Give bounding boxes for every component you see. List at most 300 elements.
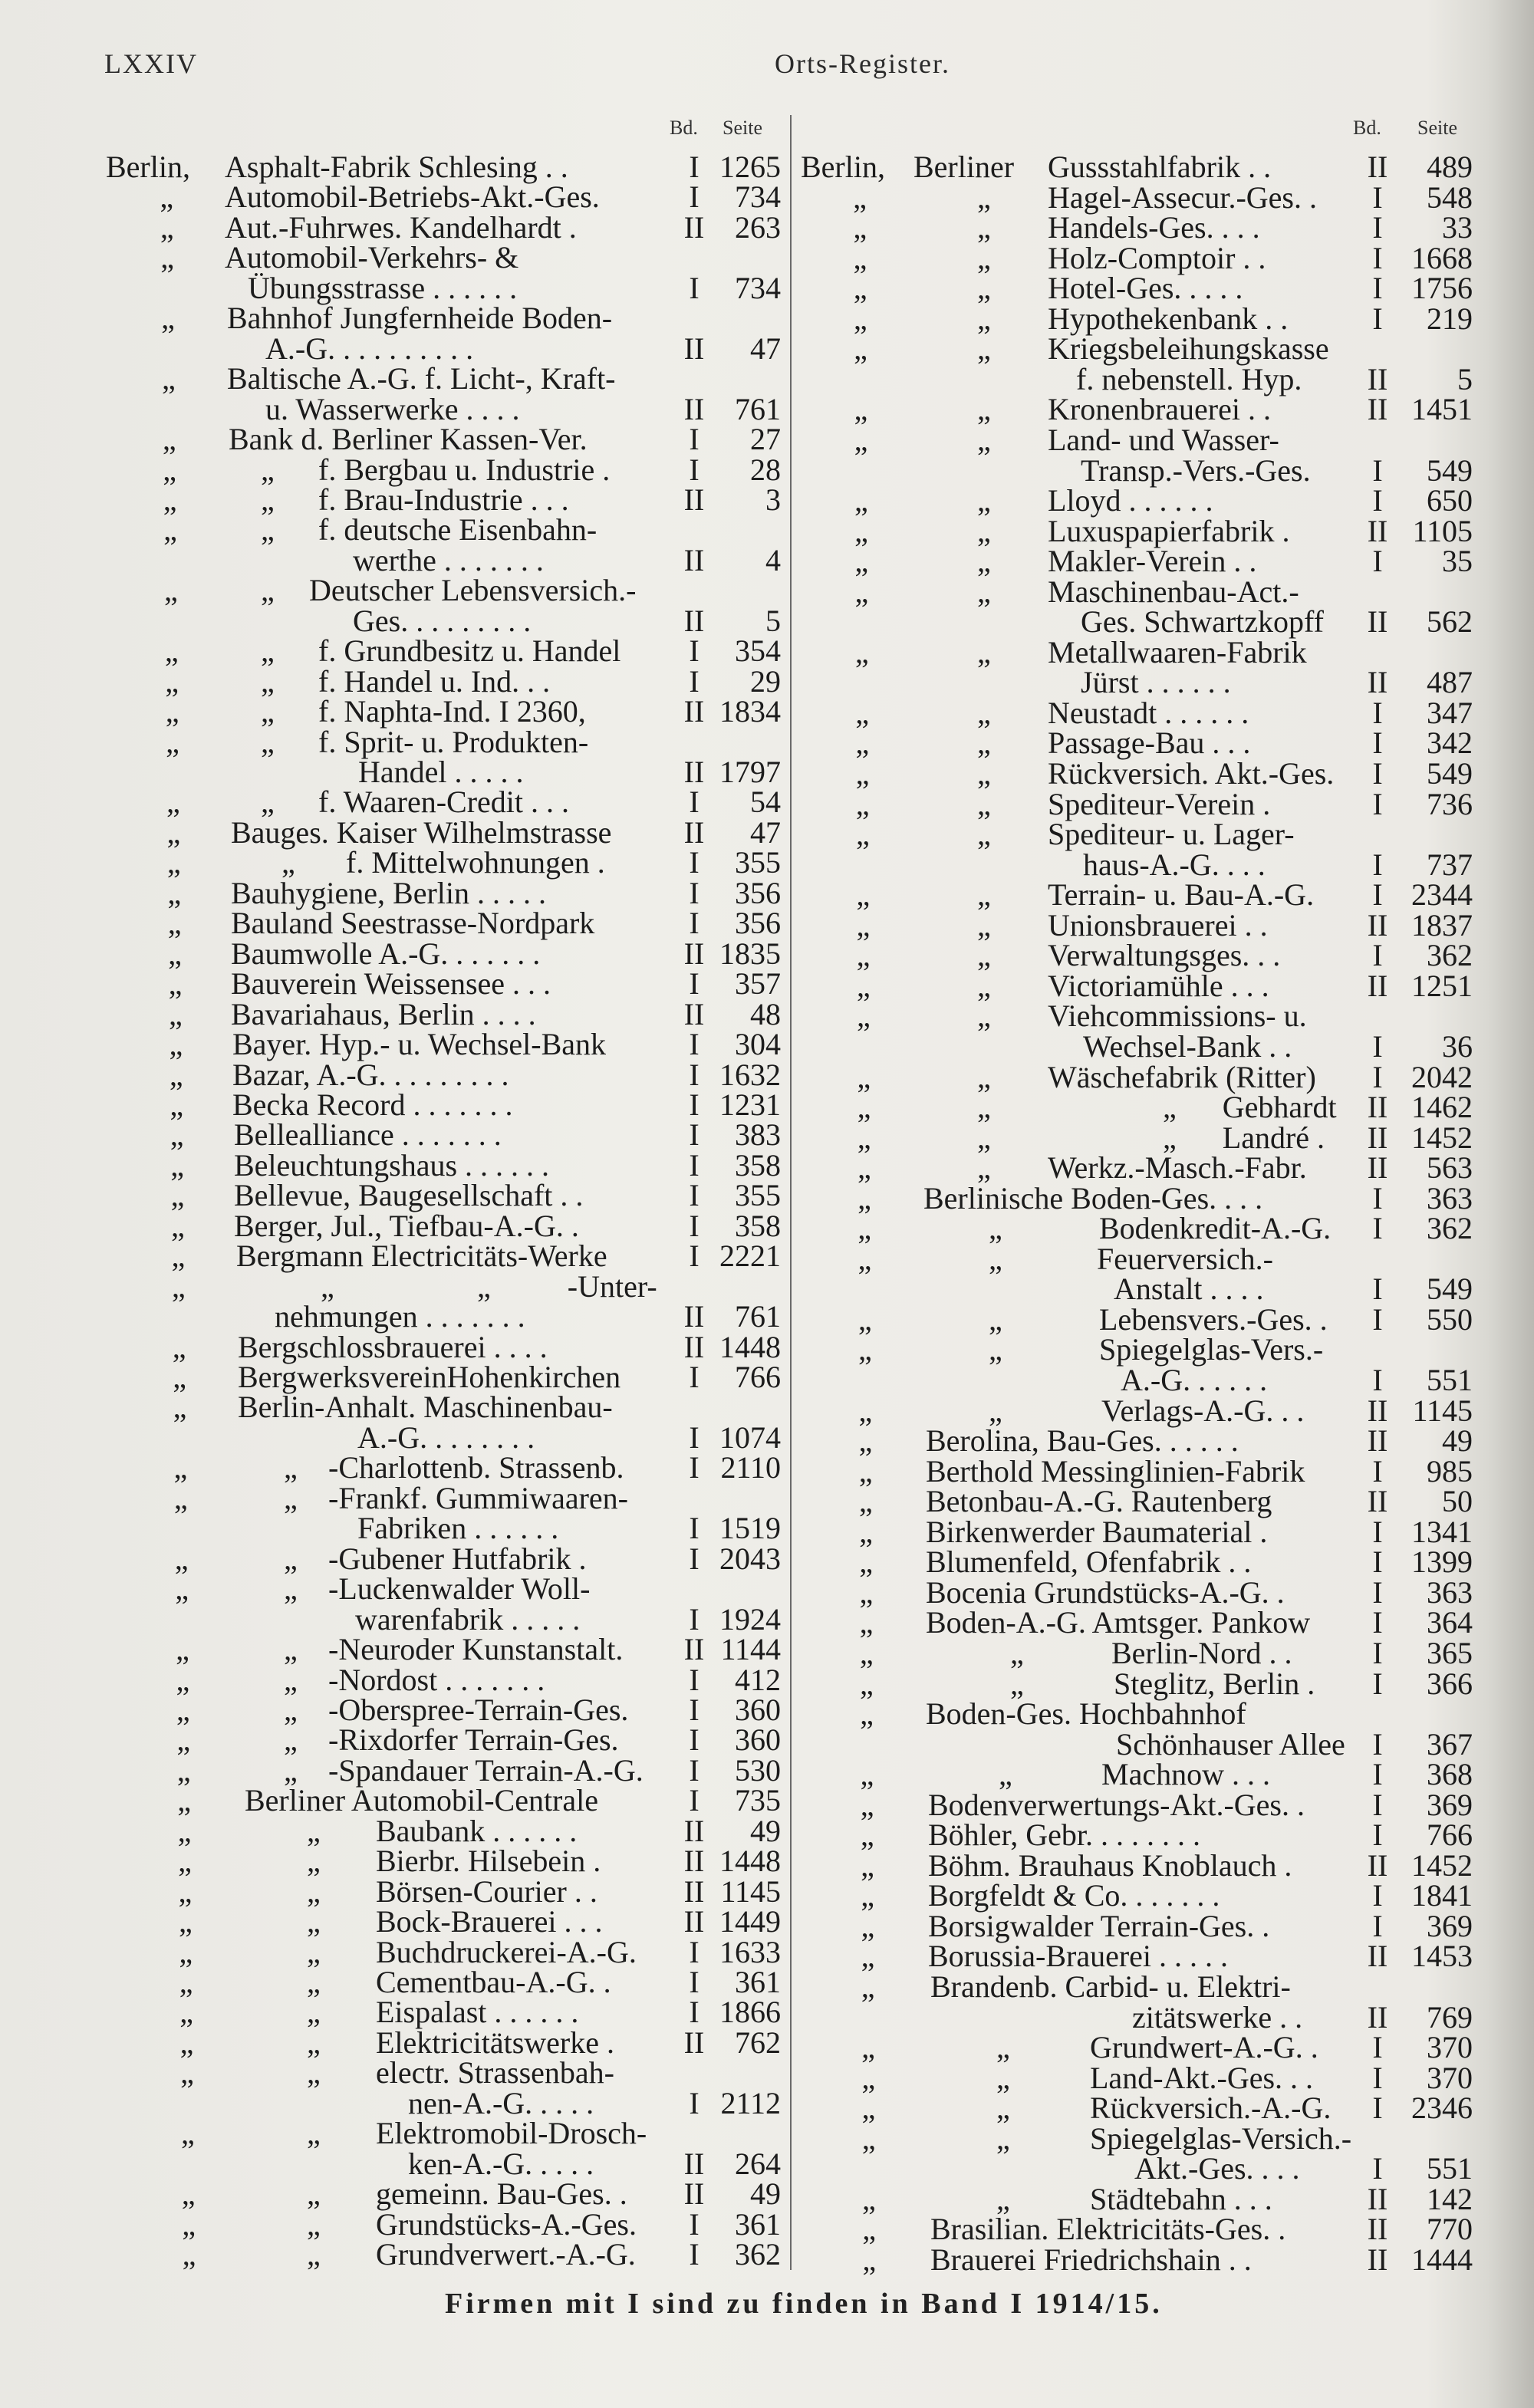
ditto-mark: „ (858, 1484, 873, 1519)
volume-number: I (1372, 1635, 1383, 1670)
ditto-mark: „ (857, 1090, 871, 1125)
ditto-mark: „ (1010, 1635, 1024, 1670)
ditto-mark: „ (160, 240, 175, 275)
index-entry (0, 1667, 1534, 1701)
entry-name: Beleuchtungshaus . . . . . . (234, 1147, 550, 1183)
ditto-mark: „ (859, 1605, 874, 1640)
entry-name: -Spandauer Terrain-A.-G. (328, 1752, 644, 1788)
volume-number: I (689, 422, 700, 457)
ditto-mark: „ (261, 785, 275, 820)
volume-number: I (1372, 301, 1383, 336)
ditto-mark: „ (164, 573, 178, 608)
ditto-mark: „ (165, 694, 179, 729)
ditto-mark: „ (989, 1393, 1002, 1428)
page-reference: 342 (1427, 725, 1473, 761)
index-entry (0, 1849, 1534, 1883)
volume-number: I (689, 150, 700, 184)
ditto-mark: „ (177, 1783, 191, 1818)
index-entry (0, 1061, 1534, 1094)
entry-name: Übungsstrasse . . . . . . (248, 270, 518, 305)
page-reference: 734 (735, 179, 781, 215)
index-entry (0, 1303, 1534, 1337)
entry-name: Verwaltungsges. . . (1048, 938, 1281, 973)
volume-number: I (1372, 695, 1383, 730)
volume-number: I (1372, 2091, 1383, 2126)
volume-number: I (689, 1692, 700, 1727)
index-entry (0, 1788, 1534, 1822)
page-number: LXXIV (104, 48, 198, 79)
volume-number: II (683, 936, 705, 971)
entry-name: A.-G. . . . . . (1121, 1363, 1268, 1397)
volume-number: I (689, 452, 700, 487)
volume-number: I (1372, 1666, 1383, 1701)
ditto-mark: „ (996, 2120, 1010, 2156)
page-reference: 2112 (720, 2085, 781, 2120)
index-entry (0, 2091, 1534, 2125)
ditto-mark: „ (855, 695, 869, 730)
page-reference: 530 (735, 1752, 781, 1788)
index-entry (0, 1728, 1534, 1762)
volume-number: II (1367, 513, 1388, 548)
ditto-mark: „ (180, 2116, 195, 2151)
entry-name: Steglitz, Berlin . (1114, 1666, 1315, 1701)
volume-number: I (1372, 938, 1383, 973)
volume-number: II (1367, 1847, 1388, 1883)
index-entry (0, 1970, 1534, 2004)
index-entry (0, 1455, 1534, 1489)
ditto-mark: „ (176, 1752, 191, 1788)
ditto-mark: „ (261, 633, 275, 669)
ditto-mark: „ (173, 1360, 186, 1394)
page-reference: 1449 (719, 1904, 781, 1939)
entry-name: Wechsel-Bank . . (1083, 1028, 1292, 1064)
entry-name: Bocenia Grundstücks-A.-G. . (926, 1574, 1285, 1610)
volume-number: I (689, 1934, 700, 1969)
index-entry (0, 2061, 1534, 2095)
volume-number: I (1372, 179, 1383, 215)
volume-number: II (683, 694, 705, 729)
index-entry (0, 757, 1534, 791)
index-entry (0, 996, 1534, 1034)
volume-number: I (689, 1995, 700, 2030)
ditto-mark: „ (996, 2030, 1010, 2065)
ditto-mark: „ (168, 966, 183, 1002)
page-reference: 1144 (720, 1632, 781, 1667)
volume-number: II (683, 2176, 705, 2212)
ditto-mark: „ (859, 1514, 873, 1549)
index-entry (0, 2001, 1534, 2035)
volume-number: II (1367, 907, 1388, 942)
ditto-mark: „ (284, 1722, 298, 1758)
volume-number: II (1367, 150, 1388, 184)
volume-number: I (1372, 483, 1383, 518)
volume-number: I (689, 663, 700, 699)
volume-number: I (1372, 1878, 1383, 1913)
page-reference: 142 (1427, 2181, 1473, 2216)
volume-number: II (1367, 1393, 1388, 1428)
ditto-mark: „ (860, 1787, 874, 1822)
page-reference: 1448 (719, 1844, 781, 1879)
volume-number: II (683, 331, 705, 366)
entry-name: Maschinenbau-Act.- (1048, 574, 1299, 609)
volume-number: I (689, 966, 700, 1002)
page-reference: 1448 (719, 1329, 781, 1364)
entry-name: -Oberspree-Terrain-Ges. (328, 1692, 629, 1727)
city-name: Berlin, (106, 150, 190, 184)
index-entry (0, 1818, 1534, 1852)
ditto-mark: „ (166, 785, 180, 820)
index-entry (0, 814, 1534, 852)
index-entry (0, 302, 1534, 336)
ditto-mark: „ (858, 1211, 872, 1246)
ditto-mark: „ (977, 210, 991, 245)
entry-name: f. Grundbesitz u. Handel (318, 633, 621, 669)
index-entry (0, 1242, 1534, 1276)
ditto-mark: „ (261, 482, 275, 517)
index-entry (0, 936, 1534, 973)
volume-number: I (689, 2085, 700, 2120)
entry-name: Rückversich. Akt.-Ges. (1048, 756, 1335, 791)
entry-name: Cementbau-A.-G. . (376, 1965, 611, 1999)
entry-name: Anstalt . . . . (1114, 1271, 1264, 1307)
index-entry (0, 1424, 1534, 1458)
entry-name: Borsigwalder Terrain-Ges. . (928, 1908, 1270, 1943)
page-reference: 355 (735, 1178, 781, 1213)
page-reference: 27 (750, 422, 781, 457)
page-reference: 47 (750, 814, 781, 850)
page-reference: 1632 (719, 1057, 781, 1092)
volume-number: II (1367, 1150, 1388, 1186)
page-reference: 383 (735, 1117, 781, 1153)
ditto-mark: „ (855, 756, 870, 791)
entry-name: Bank d. Berliner Kassen-Ver. (229, 422, 588, 457)
volume-number: I (689, 1360, 700, 1394)
page-reference: 5 (1457, 361, 1473, 396)
entry-name: Börsen-Courier . . (376, 1873, 597, 1909)
ditto-mark: „ (261, 452, 275, 487)
volume-number: I (1372, 1211, 1383, 1246)
volume-number: II (683, 1873, 705, 1909)
ditto-mark: „ (284, 1541, 298, 1576)
page-reference: 1797 (719, 755, 781, 789)
ditto-mark: „ (857, 1150, 871, 1186)
ditto-mark: „ (179, 1965, 193, 1999)
page-reference: 736 (1427, 786, 1473, 821)
page-reference: 1841 (1411, 1878, 1473, 1913)
entry-name: Schönhauser Allee (1116, 1726, 1345, 1762)
ditto-mark: „ (977, 1090, 991, 1125)
volume-number: I (1372, 847, 1383, 882)
entry-name: -Frankf. Gummiwaaren- (328, 1480, 628, 1515)
index-entry (0, 454, 1534, 488)
volume-number: I (1372, 1818, 1383, 1853)
ditto-mark: „ (178, 1873, 193, 1909)
entry-name: Bodenverwertungs-Akt.-Ges. . (928, 1787, 1305, 1822)
page-reference: 761 (735, 1299, 781, 1334)
index-entry (0, 696, 1534, 730)
ditto-mark: „ (175, 1571, 189, 1607)
ditto-mark: „ (176, 1632, 189, 1667)
ditto-mark: „ (284, 1662, 298, 1697)
page-reference: 551 (1427, 1363, 1473, 1397)
ditto-mark: „ (977, 877, 991, 913)
volume-number: II (683, 1299, 705, 1334)
entry-name: Brasilian. Elektricitäts-Ges. . (930, 2212, 1286, 2247)
page-reference: 367 (1427, 1726, 1473, 1762)
page-reference: 2346 (1411, 2091, 1473, 2126)
entry-name: Lebensvers.-Ges. . (1099, 1301, 1328, 1337)
page-reference: 548 (1427, 179, 1473, 215)
entry-name: „ -Unter- (477, 1268, 657, 1304)
page-reference: 1231 (719, 1087, 781, 1122)
page-reference: 356 (735, 906, 781, 941)
page-reference: 769 (1427, 1999, 1473, 2035)
volume-number: I (1372, 1301, 1383, 1337)
entry-name: Deutscher Lebensversich.- (309, 573, 637, 608)
index-entry (0, 2212, 1534, 2246)
entry-name: Blumenfeld, Ofenfabrik . . (926, 1544, 1252, 1580)
entry-name: „ Landré . (1163, 1120, 1325, 1155)
page-reference: 551 (1427, 2151, 1473, 2186)
city-name: Berlin, (801, 150, 885, 184)
ditto-mark: „ (977, 513, 991, 548)
ditto-mark: „ (996, 2060, 1010, 2095)
ditto-mark: „ (307, 1965, 321, 1999)
page-reference: 737 (1427, 847, 1473, 882)
index-entry (0, 726, 1534, 760)
ditto-mark: „ (854, 483, 868, 518)
entry-name: Akt.-Ges. . . . (1134, 2151, 1300, 2186)
ditto-mark: „ (861, 1908, 875, 1943)
page-reference: 762 (735, 2025, 781, 2060)
entry-name: Ges. . . . . . . . . (353, 603, 532, 638)
entry-name: Asphalt-Fabrik Schlesing . . (225, 150, 568, 184)
page-reference: 761 (735, 391, 781, 426)
entry-name: -Nordost . . . . . . . (328, 1662, 545, 1697)
volume-number: II (1367, 361, 1388, 396)
ditto-mark: „ (171, 1208, 185, 1243)
ditto-mark: „ (307, 2237, 321, 2272)
page-reference: 2042 (1411, 1059, 1473, 1094)
ditto-mark: „ (177, 1813, 192, 1848)
entry-name: u. Wasserwerke . . . . (265, 391, 520, 426)
volume-number: I (689, 875, 700, 910)
entry-name: Böhm. Brauhaus Knoblauch . (928, 1847, 1292, 1883)
entry-name: f. Naphta-Ind. I 2360, (318, 694, 586, 729)
volume-number: II (683, 1904, 705, 1939)
ditto-mark: „ (169, 1027, 183, 1062)
entry-name: Luxuspapierfabrik . (1048, 513, 1290, 548)
page-reference: 35 (1442, 544, 1473, 579)
page-reference: 360 (735, 1722, 781, 1758)
ditto-mark: „ (977, 756, 991, 791)
entry-name: Neustadt . . . . . . (1048, 695, 1249, 730)
ditto-mark: „ (173, 1480, 188, 1515)
volume-number: I (689, 1027, 700, 1062)
page-reference: 4 (765, 542, 781, 577)
volume-number: II (683, 814, 705, 850)
page-reference: 735 (735, 1783, 781, 1818)
ditto-mark: „ (860, 1666, 874, 1701)
volume-number: II (1367, 1939, 1388, 1974)
index-entry (0, 1576, 1534, 1610)
ditto-mark: „ (996, 2091, 1010, 2126)
entry-name: f. Mittelwohnungen . (346, 845, 605, 880)
ditto-mark: „ (977, 1059, 991, 1094)
ditto-mark: „ (977, 392, 991, 427)
entry-name: Hypothekenbank . . (1048, 301, 1289, 336)
entry-name: Birkenwerder Baumaterial . (926, 1514, 1268, 1549)
volume-number: I (1372, 544, 1383, 579)
ditto-mark: „ (855, 817, 870, 852)
ditto-mark: „ (858, 1301, 872, 1337)
ditto-mark: „ (977, 938, 991, 973)
entry-name: Bellealliance . . . . . . . (234, 1117, 502, 1153)
ditto-mark: „ (858, 1332, 872, 1367)
page-reference: 1265 (719, 150, 781, 184)
entry-name: Eispalast . . . . . . (376, 1995, 579, 2030)
volume-number: I (689, 270, 700, 305)
page-reference: 1444 (1411, 2242, 1473, 2277)
index-entry (0, 909, 1534, 942)
index-entry (0, 1212, 1534, 1245)
entry-name: Berthold Messinglinien-Fabrik (926, 1453, 1305, 1489)
index-entry (0, 1637, 1534, 1670)
ditto-mark: „ (857, 998, 871, 1034)
page-reference: 650 (1427, 483, 1473, 518)
volume-number: I (689, 1208, 700, 1243)
index-entry (0, 2031, 1534, 2064)
ditto-mark: „ (977, 786, 991, 821)
ditto-mark: „ (307, 1934, 321, 1969)
ditto-mark: „ (854, 544, 869, 579)
entry-name: Automobil-Betriebs-Akt.-Ges. (225, 179, 600, 215)
entry-name: Städtebahn . . . (1090, 2181, 1272, 2216)
volume-number: I (689, 1419, 700, 1455)
entry-name: Victoriamühle . . . (1048, 968, 1269, 1003)
ditto-mark: „ (182, 2237, 196, 2272)
entry-name: A.-G. . . . . . . . . . (265, 331, 474, 366)
page-reference: 1074 (719, 1419, 781, 1455)
entry-name: Land- und Wasser- (1048, 422, 1279, 457)
ditto-mark: „ (977, 1150, 991, 1186)
ditto-mark: „ (977, 725, 991, 761)
page-reference: 1341 (1411, 1514, 1473, 1549)
ditto-mark: „ (174, 1541, 189, 1576)
entry-name: Bergschlossbrauerei . . . . (238, 1329, 548, 1364)
page-reference: 370 (1427, 2030, 1473, 2065)
entry-name: Bauverein Weissensee . . . (231, 966, 551, 1002)
page-reference: 2043 (719, 1541, 781, 1576)
entry-name: Bauland Seestrasse-Nordpark (231, 906, 595, 941)
ditto-mark: „ (855, 786, 870, 821)
entry-name: Machnow . . . (1101, 1757, 1270, 1792)
entry-name: Bellevue, Baugesellschaft . . (234, 1178, 584, 1213)
volume-number: I (1372, 1059, 1383, 1094)
entry-name: Bayer. Hyp.- u. Wechsel-Bank (232, 1027, 607, 1062)
page-reference: 362 (735, 2237, 781, 2272)
ditto-mark: „ (307, 2176, 321, 2212)
ditto-mark: „ (181, 2176, 196, 2212)
entry-name: Berger, Jul., Tiefbau-A.-G. . (234, 1208, 579, 1243)
page-reference: 29 (750, 663, 781, 699)
entry-name: Bierbr. Hilsebein . (376, 1844, 601, 1879)
page-reference: 1251 (1411, 968, 1473, 1003)
ditto-mark: „ (861, 1939, 875, 1974)
index-entry (0, 1394, 1534, 1428)
volume-number: I (1372, 1028, 1383, 1064)
volume-number: II (1367, 2181, 1388, 2216)
index-entry (0, 1939, 1534, 1973)
entry-name: Berolina, Bau-Ges. . . . . . (926, 1423, 1239, 1459)
page-reference: 1105 (1412, 513, 1473, 548)
entry-name: Berliner Automobil-Centrale (245, 1783, 598, 1818)
ditto-mark: „ (261, 694, 275, 729)
entry-name: Bauges. Kaiser Wilhelmstrasse (231, 814, 612, 850)
volume-number: I (1372, 2060, 1383, 2095)
page-reference: 357 (735, 966, 781, 1002)
volume-number: II (1367, 1120, 1388, 1155)
ditto-mark: „ (861, 1847, 874, 1883)
volume-number: I (689, 1662, 700, 1697)
page-reference: 985 (1427, 1453, 1473, 1489)
ditto-mark: „ (977, 179, 991, 215)
entry-name: Spiegelglas-Versich.- (1090, 2120, 1352, 2156)
ditto-mark: „ (176, 1662, 190, 1697)
ditto-mark: „ (862, 2212, 876, 2247)
entry-name: Holz-Comptoir . . (1048, 240, 1266, 275)
index-entry (0, 1758, 1534, 1791)
entry-name: Brauerei Friedrichshain . . (930, 2242, 1252, 2277)
entry-name: Makler-Verein . . (1048, 544, 1257, 579)
ditto-mark: „ (321, 1268, 334, 1304)
entry-name: Spediteur-Verein . (1048, 786, 1271, 821)
volume-number: I (689, 906, 700, 941)
ditto-mark: „ (859, 1544, 874, 1580)
entry-name: Baubank . . . . . . (376, 1813, 578, 1848)
ditto-mark: „ (166, 845, 181, 880)
ditto-mark: „ (178, 1844, 192, 1879)
volume-number: I (689, 1178, 700, 1213)
entry-name: haus-A.-G. . . . (1083, 847, 1266, 882)
ditto-mark: „ (858, 1453, 873, 1489)
ditto-mark: „ (989, 1241, 1002, 1276)
index-entry (0, 1091, 1534, 1124)
right-bd-header: Bd. (1353, 117, 1381, 139)
sub-heading: Berliner (913, 150, 1015, 184)
index-entry (0, 1606, 1534, 1640)
right-seite-header: Seite (1417, 117, 1457, 139)
ditto-mark: „ (858, 1393, 873, 1428)
page-reference: 1866 (719, 1995, 781, 2030)
volume-number: II (683, 755, 705, 789)
page-reference: 550 (1427, 1301, 1473, 1337)
ditto-mark: „ (854, 574, 869, 609)
ditto-mark: „ (307, 1844, 321, 1879)
ditto-mark: „ (173, 1390, 187, 1425)
ditto-mark: „ (179, 1995, 193, 2030)
volume-number: II (683, 209, 705, 245)
ditto-mark: „ (854, 422, 868, 457)
entry-name: Feuerversich.- (1097, 1241, 1273, 1276)
entry-name: Berlin-Anhalt. Maschinenbau- (238, 1390, 613, 1425)
page-reference: 2221 (719, 1239, 781, 1274)
ditto-mark: „ (164, 633, 179, 669)
volume-number: II (1367, 1484, 1388, 1519)
entry-name: Unionsbrauerei . . (1048, 907, 1268, 942)
entry-name: f. Bergbau u. Industrie . (318, 452, 611, 487)
entry-name: f. deutsche Eisenbahn- (318, 512, 597, 548)
